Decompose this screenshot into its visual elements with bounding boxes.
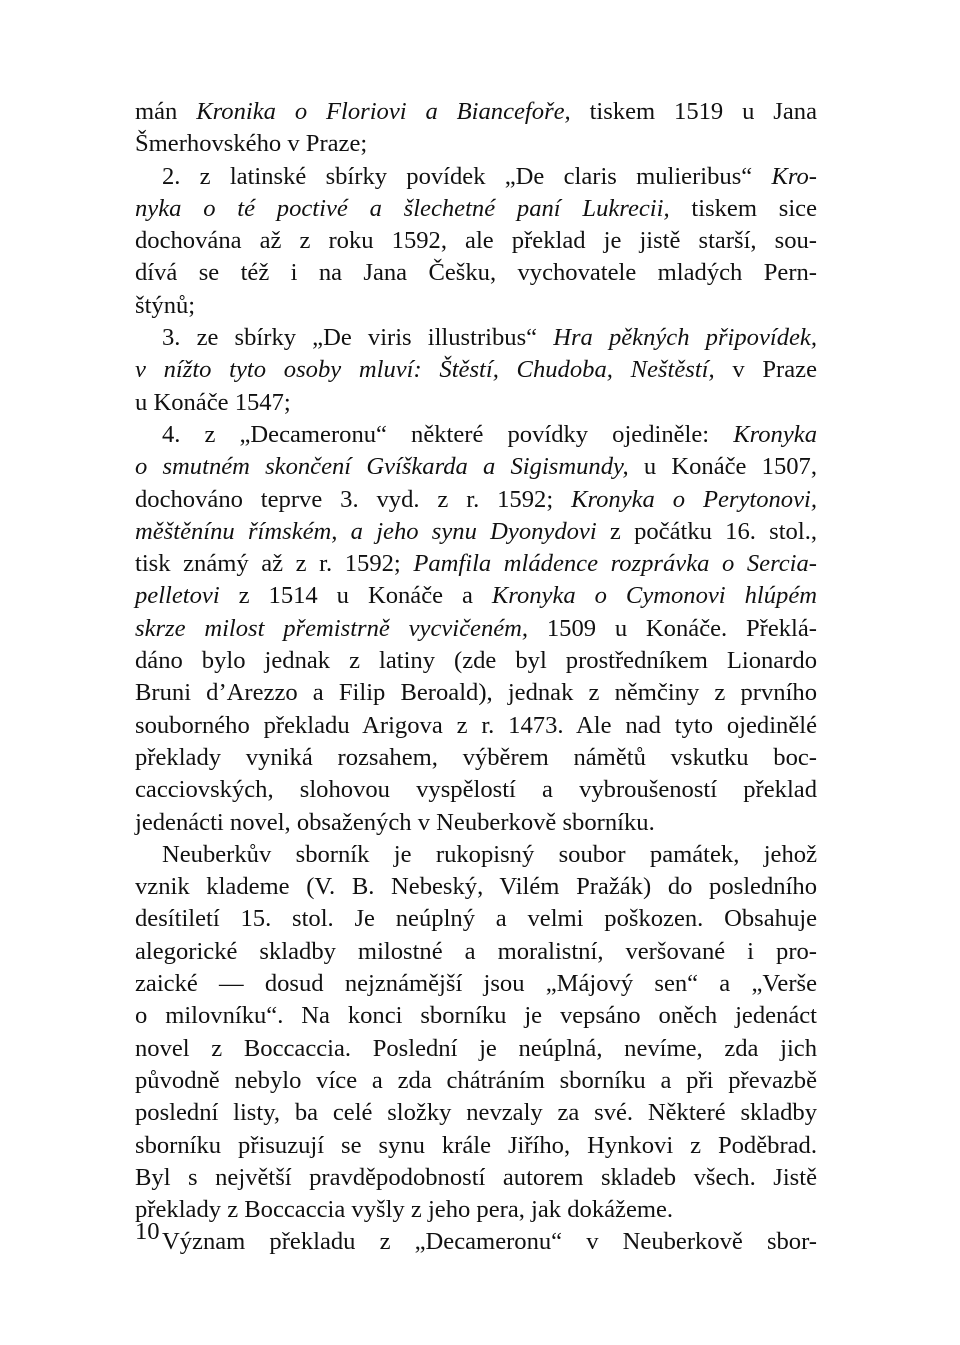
text-run: štýnů; xyxy=(135,291,196,319)
italic-title: v nížto tyto osoby mluví: Štěstí, Chudoba, Neštěstí, xyxy=(135,356,715,384)
text-line xyxy=(135,161,817,193)
text-line xyxy=(135,839,817,871)
text-line xyxy=(135,1000,817,1032)
text-run: Šmerhovského v Praze; xyxy=(135,130,368,158)
italic-title: Pamfila mládence rozprávka o Sercia- xyxy=(413,550,817,578)
text-run: Neuberkův sborník je rukopisný soubor památek, jehož xyxy=(162,840,817,868)
text-line xyxy=(135,1065,817,1097)
text-run: dochována až z roku 1592, ale překlad je jistě starší, sou- xyxy=(135,227,817,255)
text-run: dochováno teprve 3. vyd. z r. 1592; xyxy=(135,485,572,513)
text-run: překlady vyniká rozsahem, výběrem námětů vskutku boc- xyxy=(135,743,817,771)
text-run: sborníku přisuzují se synu krále Jiřího, Hynkovi z Poděbrad. xyxy=(135,1131,817,1159)
text-run: Význam překladu z „Decameronu“ v Neuberkově sbor- xyxy=(162,1228,817,1256)
text-run: jedenácti novel, obsažených v Neuberkově sborníku. xyxy=(135,808,655,836)
text-run: 1509 u Konáče. Překlá- xyxy=(528,614,817,642)
text-run: u Konáče 1547; xyxy=(135,388,291,416)
text-run: 2. z latinské sbírky povídek „De claris mulieribus“ xyxy=(162,162,772,190)
page-body xyxy=(135,96,817,1259)
text-line xyxy=(135,128,817,160)
text-run: původně nebylo více a zda chátráním sborníku a při převazbě xyxy=(135,1066,817,1094)
text-line xyxy=(135,96,817,128)
text-line xyxy=(135,516,817,548)
text-run: souborného překladu Arigova z r. 1473. Ale nad tyto ojedinělé xyxy=(135,711,817,739)
text-line xyxy=(135,257,817,289)
text-line xyxy=(135,322,817,354)
text-line xyxy=(135,903,817,935)
text-run: Byl s největší pravděpodobností autorem skladeb všech. Jistě xyxy=(135,1163,817,1191)
text-run: tiskem sice xyxy=(669,194,817,222)
text-line xyxy=(135,774,817,806)
text-line xyxy=(135,677,817,709)
text-line xyxy=(135,807,817,839)
text-run: z počátku 16. stol., xyxy=(596,517,817,545)
text-line xyxy=(135,580,817,612)
italic-title: měštěnínu římském, a jeho synu Dyonydovi xyxy=(135,517,597,545)
text-run: alegorické skladby milostné a moralistní, veršované i pro- xyxy=(135,937,817,965)
text-line xyxy=(135,871,817,903)
italic-title: nyka o té poctivé a šlechetné paní Lukrecii, xyxy=(135,194,670,222)
text-line xyxy=(135,225,817,257)
text-run: tiskem 1519 u Jana xyxy=(570,98,817,125)
text-line xyxy=(135,193,817,225)
text-run: 3. ze sbírky „De viris illustribus“ xyxy=(162,324,554,352)
text-line xyxy=(135,936,817,968)
text-run: dívá se též i na Jana Češku, vychovatele mladých Pern- xyxy=(135,259,817,287)
text-line xyxy=(135,1194,817,1226)
text-line xyxy=(135,710,817,742)
text-line xyxy=(135,484,817,516)
text-line xyxy=(135,1226,817,1258)
text-run: cacciovských, slohovou vyspělostí a vybroušeností překlad xyxy=(135,776,817,804)
text-run: Bruni d’Arezzo a Filip Beroald), jednak z němčiny z prvního xyxy=(135,679,817,707)
italic-title: Kronyka o Cymonovi hlúpém xyxy=(491,582,818,610)
text-run: v Praze xyxy=(714,356,817,384)
page-number: 10 xyxy=(135,1218,160,1245)
text-run: poslední listy, ba celé složky nevzaly za své. Některé skladby xyxy=(135,1099,817,1127)
italic-title: Hra pěkných připovídek, xyxy=(553,324,817,352)
text-line xyxy=(135,1162,817,1194)
italic-title: Kronika o Floriovi a Biancefoře, xyxy=(196,98,571,125)
italic-title: o smutném skončení Gvíškarda a Sigismundy, xyxy=(135,453,629,481)
text-run: zaické — dosud nejznámější jsou „Májový sen“ a „Verše xyxy=(135,970,817,998)
text-line xyxy=(135,419,817,451)
text-run: u Konáče 1507, xyxy=(628,453,817,481)
text-line xyxy=(135,1033,817,1065)
text-line xyxy=(135,968,817,1000)
text-line xyxy=(135,451,817,483)
text-run: o milovníku“. Na konci sborníku je vepsáno oněch jedenáct xyxy=(135,1002,817,1030)
text-line xyxy=(135,645,817,677)
italic-title: Kronyka xyxy=(733,420,817,448)
text-run: vznik klademe (V. B. Nebeský, Vilém Pražák) do posledního xyxy=(135,873,817,901)
text-run: desítiletí 15. stol. Je neúplný a velmi poškozen. Obsahuje xyxy=(135,905,817,933)
text-line xyxy=(135,742,817,774)
text-line xyxy=(135,354,817,386)
text-line xyxy=(135,1130,817,1162)
text-line xyxy=(135,387,817,419)
text-run: z 1514 u Konáče a xyxy=(219,582,492,610)
text-line xyxy=(135,548,817,580)
italic-title: pelletovi xyxy=(135,582,220,610)
text-run: dáno bylo jednak z latiny (zde byl prostředníkem Lionardo xyxy=(135,647,817,675)
italic-title: skrze milost přemistrně vycvičeném, xyxy=(135,614,529,642)
italic-title: Kronyka o Perytonovi, xyxy=(571,485,817,513)
text-run: překlady z Boccaccia vyšly z jeho pera, jak dokážeme. xyxy=(135,1196,674,1224)
text-line xyxy=(135,290,817,322)
text-run: mán xyxy=(135,98,197,125)
text-run: 4. z „Decameronu“ některé povídky ojediněle: xyxy=(162,420,734,448)
italic-title: Kro- xyxy=(771,162,817,190)
text-run: novel z Boccaccia. Poslední je neúplná, nevíme, zda jich xyxy=(135,1034,817,1062)
text-line xyxy=(135,1097,817,1129)
text-line xyxy=(135,613,817,645)
text-run: tisk známý až z r. 1592; xyxy=(135,550,414,578)
